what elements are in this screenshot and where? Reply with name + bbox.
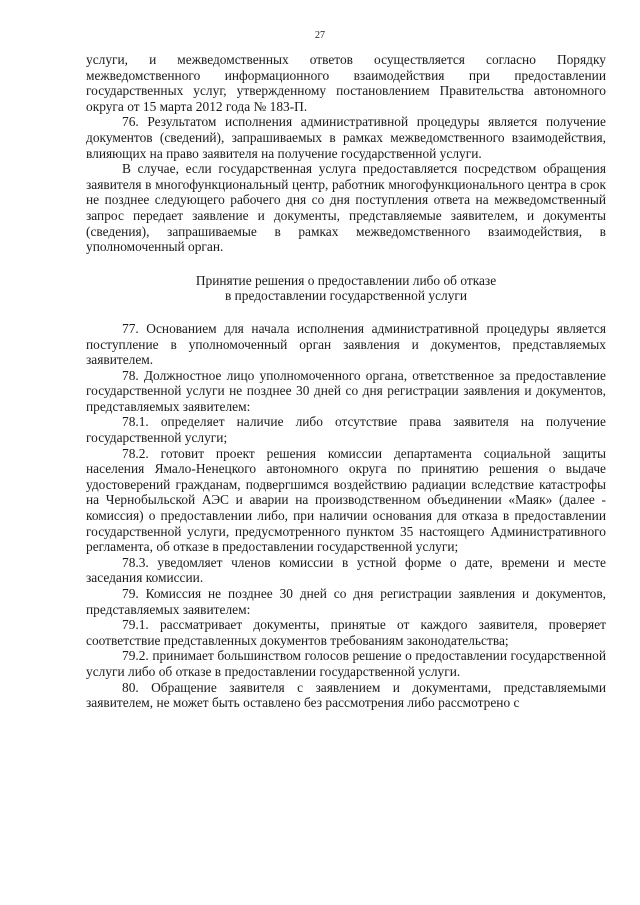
paragraph-78-2: 78.2. готовит проект решения комиссии департамента социальной защиты населения Ямало-Ненецкого автономного округа по принятию решения о выдаче удостоверений гражданам, подвергшимся воздействию радиации вследствие катастрофы на Чернобыльской АЭС и аварии на производственном объединении «Маяк» (далее - комиссия) о предоставлении либо, при наличии основания для отказа в предоставлении государственной услуги, предусмотренного пунктом 35 настоящего Административного регламента, об отказе в предоставлении государственной услуги; bbox=[86, 445, 606, 555]
paragraph-78-3: 78.3. уведомляет членов комиссии в устной форме о дате, времени и месте заседания комиссии. bbox=[86, 554, 606, 586]
paragraph-79-1: 79.1. рассматривает документы, принятые от каждого заявителя, проверяет соответствие представленных документов требованиям законодательства; bbox=[86, 617, 606, 648]
document-body bbox=[86, 52, 606, 711]
paragraph-76-mfc: В случае, если государственная услуга предоставляется посредством обращения заявителя в многофункциональный центр, работник многофункционального центра в срок не позднее следующего рабочего дня со дня поступления ответа на межведомственный запрос передает заявление и документы, представляемые заявителем, и документы (сведения), запрашиваемые в рамках межведомственного взаимодействия, в уполномоченный орган. bbox=[86, 161, 606, 255]
page-number: 27 bbox=[315, 30, 325, 41]
paragraph-79: 79. Комиссия не позднее 30 дней со дня регистрации заявления и документов, представляемых заявителем: bbox=[86, 586, 606, 617]
section-heading-line-1: Принятие решения о предоставлении либо об отказе bbox=[195, 272, 497, 288]
paragraph-78: 78. Должностное лицо уполномоченного органа, ответственное за предоставление государственной услуги не позднее 30 дней со дня регистрации заявления и документов, представляемых заявителем: bbox=[86, 367, 606, 414]
paragraph-continuation: услуги, и межведомственных ответов осуществляется согласно Порядку межведомственного информационного взаимодействия при предоставлении государственных услуг, утвержденному постановлением Правительства автономного округа от 15 марта 2012 года № 183-П. bbox=[86, 52, 606, 114]
paragraph-79-2: 79.2. принимает большинством голосов решение о предоставлении государственной услуги либо об отказе в предоставлении государственной услуги. bbox=[86, 648, 606, 679]
paragraph-78-1: 78.1. определяет наличие либо отсутствие права заявителя на получение государственной услуги; bbox=[86, 414, 606, 446]
paragraph-80: 80. Обращение заявителя с заявлением и документами, представляемыми заявителем, не может быть оставлено без рассмотрения либо рассмотрено с bbox=[86, 679, 606, 711]
section-heading bbox=[86, 273, 606, 304]
paragraph-77: 77. Основанием для начала исполнения административной процедуры является поступление в уполномоченный орган заявления и документов, представляемых заявителем. bbox=[86, 320, 606, 368]
paragraph-76: 76. Результатом исполнения административной процедуры является получение документов (сведений), запрашиваемых в рамках межведомственного взаимодействия, влияющих на право заявителя на получение государственной услуги. bbox=[86, 114, 606, 161]
section-heading-line-2: в предоставлении государственной услуги bbox=[224, 288, 468, 304]
